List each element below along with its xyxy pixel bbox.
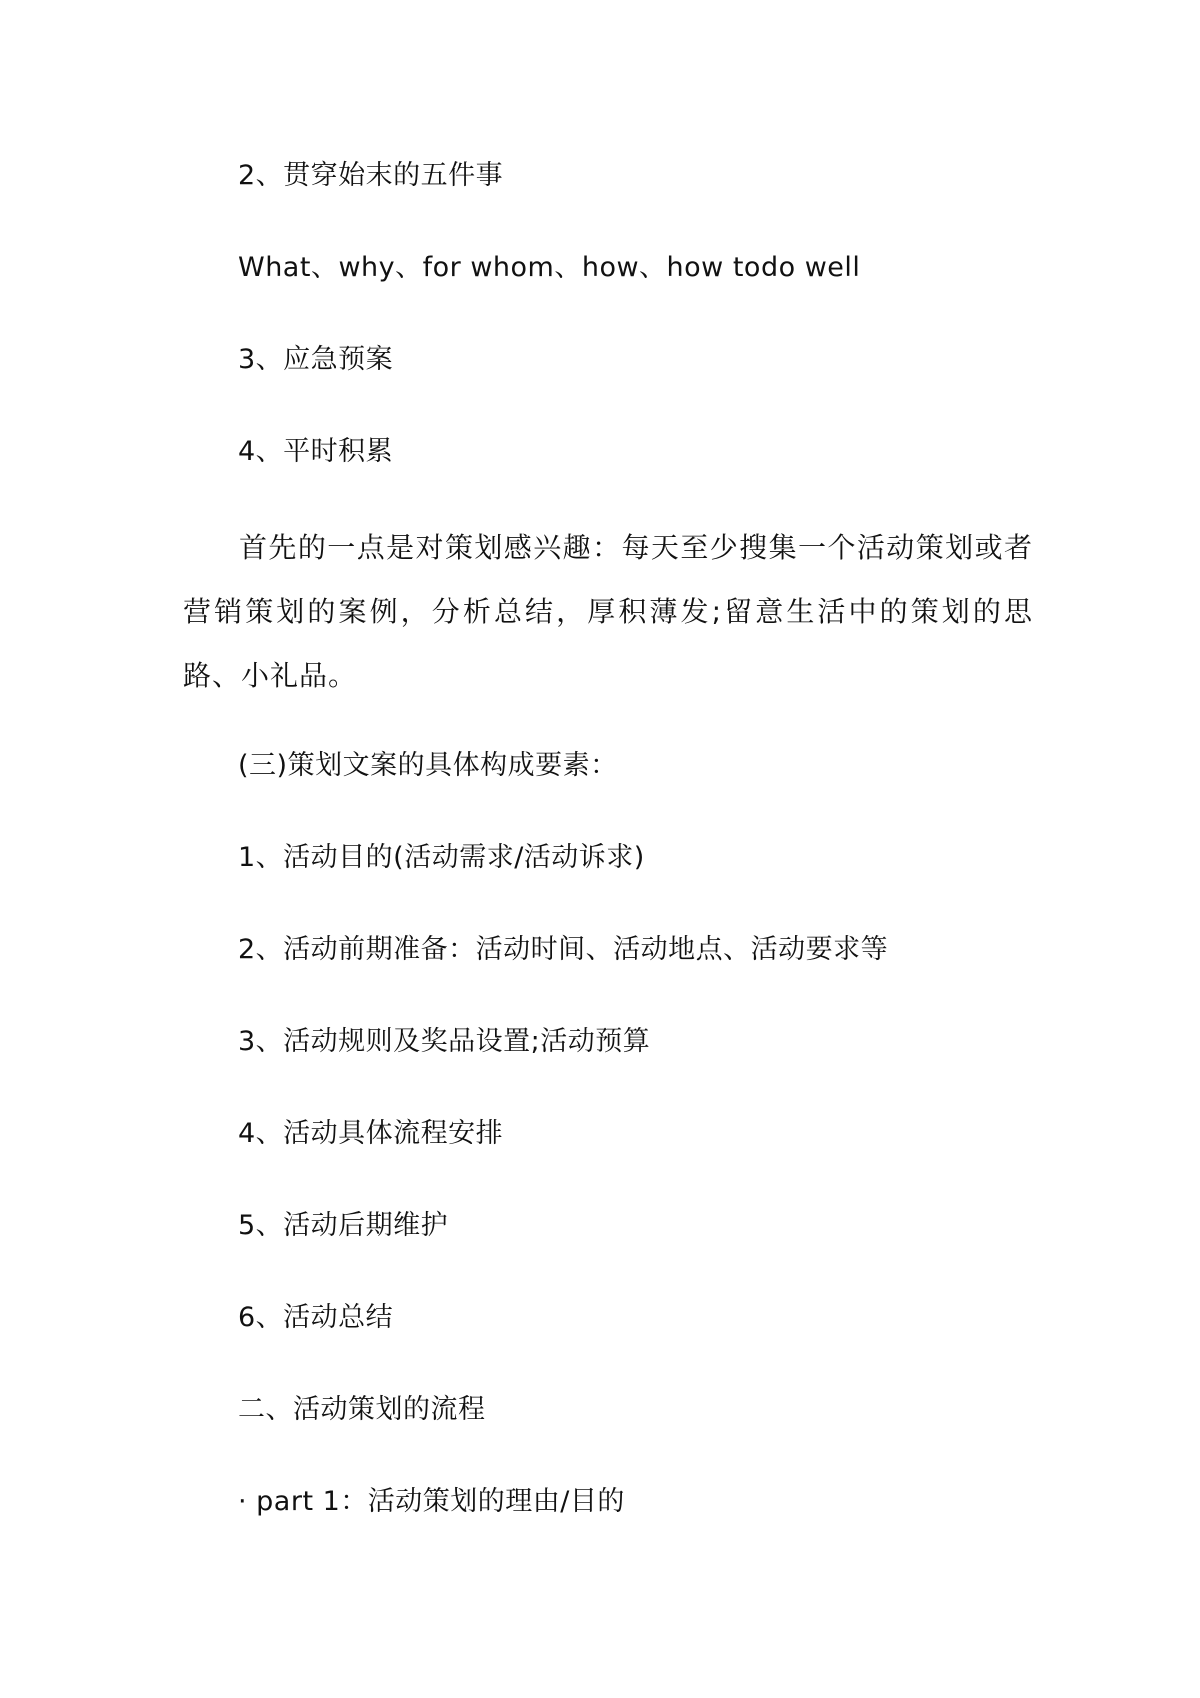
list-item-accumulation: 4、平时积累 <box>238 436 394 467</box>
list-item-summary: 6、活动总结 <box>238 1302 394 1333</box>
list-item-rules-budget: 3、活动规则及奖品设置;活动预算 <box>238 1026 651 1057</box>
list-item-process: 4、活动具体流程安排 <box>238 1118 504 1149</box>
section-heading-flow: 二、活动策划的流程 <box>238 1394 486 1425</box>
interest-paragraph: 首先的一点是对策划感兴趣：每天至少搜集一个活动策划或者营销策划的案例，分析总结，厚积薄发;留意生活中的策划的思路、小礼品。 <box>183 531 1033 692</box>
five-questions-line: What、why、for whom、how、how todo well <box>238 252 861 283</box>
list-item-emergency-plan: 3、应急预案 <box>238 344 394 375</box>
list-item-maintenance: 5、活动后期维护 <box>238 1210 449 1241</box>
list-item-purpose: 1、活动目的(活动需求/活动诉求) <box>238 842 645 873</box>
part-one-line: · part 1：活动策划的理由/目的 <box>238 1486 625 1517</box>
list-item-preparation: 2、活动前期准备：活动时间、活动地点、活动要求等 <box>238 934 889 965</box>
section-heading-elements: (三)策划文案的具体构成要素： <box>238 750 618 781</box>
list-item-five-things: 2、贯穿始末的五件事 <box>238 160 504 191</box>
